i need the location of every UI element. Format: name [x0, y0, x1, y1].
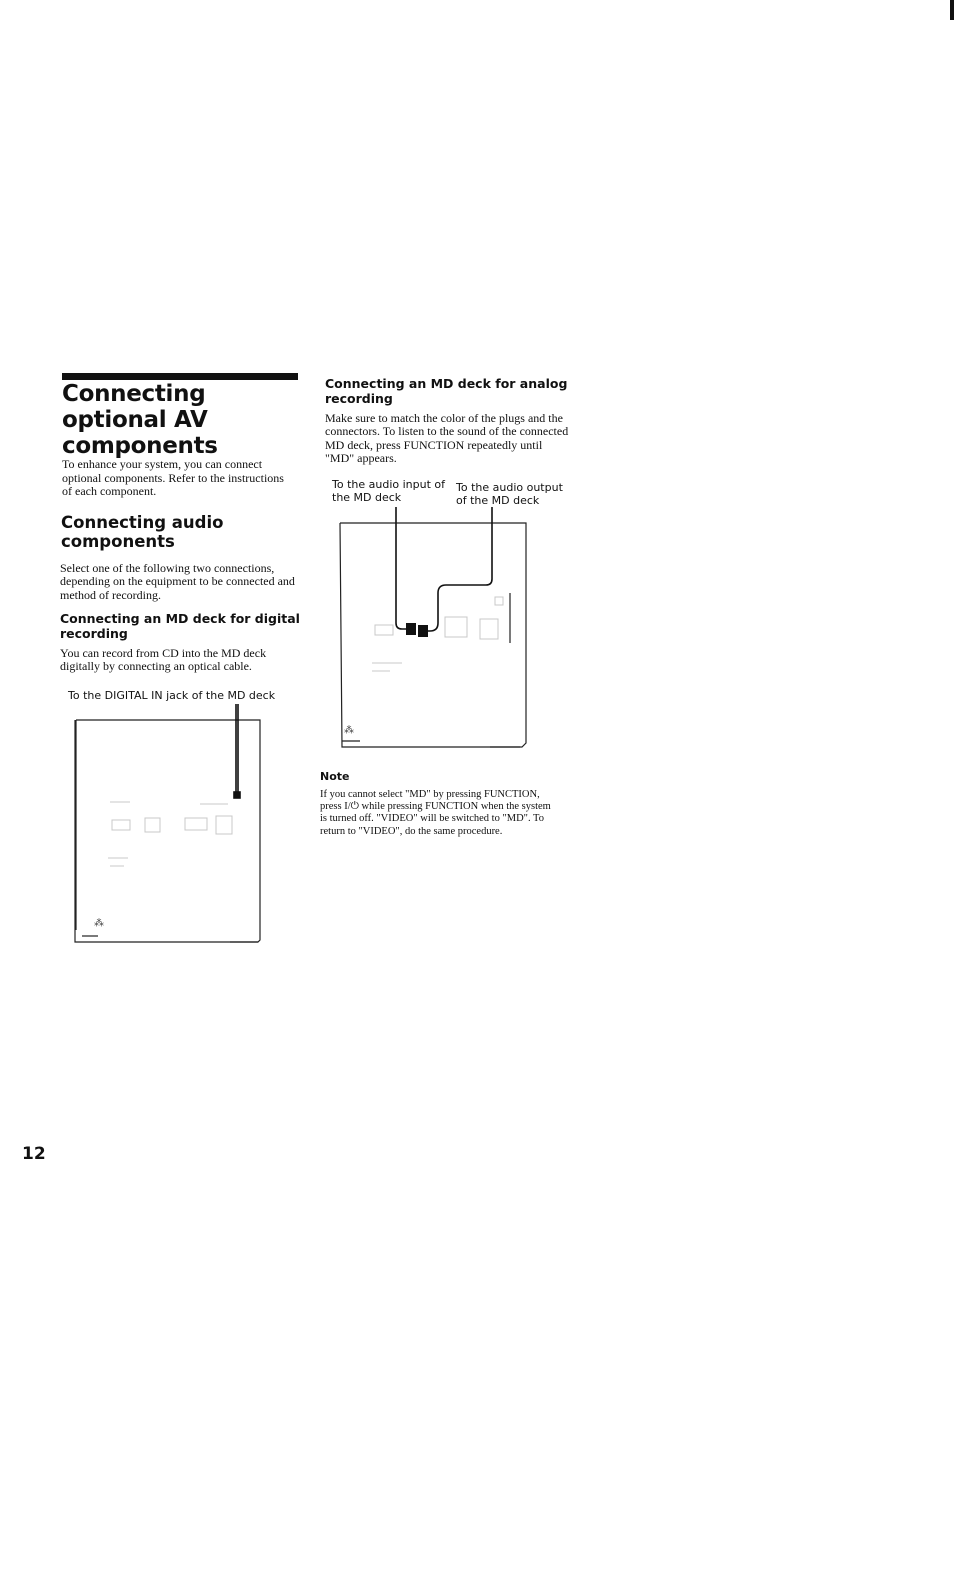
- digital-heading: Connecting an MD deck for digital recording: [60, 611, 300, 641]
- audio-input-label: To the audio input of the MD deck: [332, 478, 445, 504]
- optical-cable: [234, 704, 240, 798]
- audio-output-label: To the audio output of the MD deck: [456, 481, 563, 507]
- title-rule: [62, 373, 298, 380]
- analog-text: Make sure to match the color of the plugs and the connectors. To listen to the sound of the connected MD deck, press FUNCTION repeatedly until "MD" appears.: [325, 411, 569, 466]
- digital-text: You can record from CD into the MD deck digitally by connecting an optical cable.: [60, 646, 267, 674]
- digital-diagram-label: To the DIGITAL IN jack of the MD deck: [68, 689, 276, 702]
- digital-connection-diagram: [60, 700, 270, 950]
- audio-cables: [396, 507, 492, 631]
- analog-connection-diagram: [330, 505, 540, 755]
- edge-mark: [950, 0, 954, 20]
- panel-detail-marks: [108, 802, 232, 866]
- audio-section-heading: Connecting audio components: [61, 513, 224, 551]
- page-number: 12: [22, 1144, 46, 1164]
- note-heading: Note: [320, 770, 350, 783]
- page-title: Connecting optional AV components: [62, 381, 218, 459]
- ground-mark: ⁂: [344, 725, 354, 736]
- audio-section-text: Select one of the following two connections, depending on the equipment to be connected and method of recording.: [60, 561, 295, 602]
- analog-heading: Connecting an MD deck for analog recording: [325, 376, 568, 406]
- note-text: If you cannot select "MD" by pressing FUNCTION, press I/⏻ while pressing FUNCTION when the system is turned off. "VIDEO" will be switched to "MD". To return to "VIDEO", do the same procedure.: [320, 789, 551, 837]
- rca-plugs: [406, 623, 428, 637]
- intro-paragraph: To enhance your system, you can connect optional components. Refer to the instructions of each component.: [62, 457, 284, 499]
- ground-mark: ⁂: [94, 918, 104, 929]
